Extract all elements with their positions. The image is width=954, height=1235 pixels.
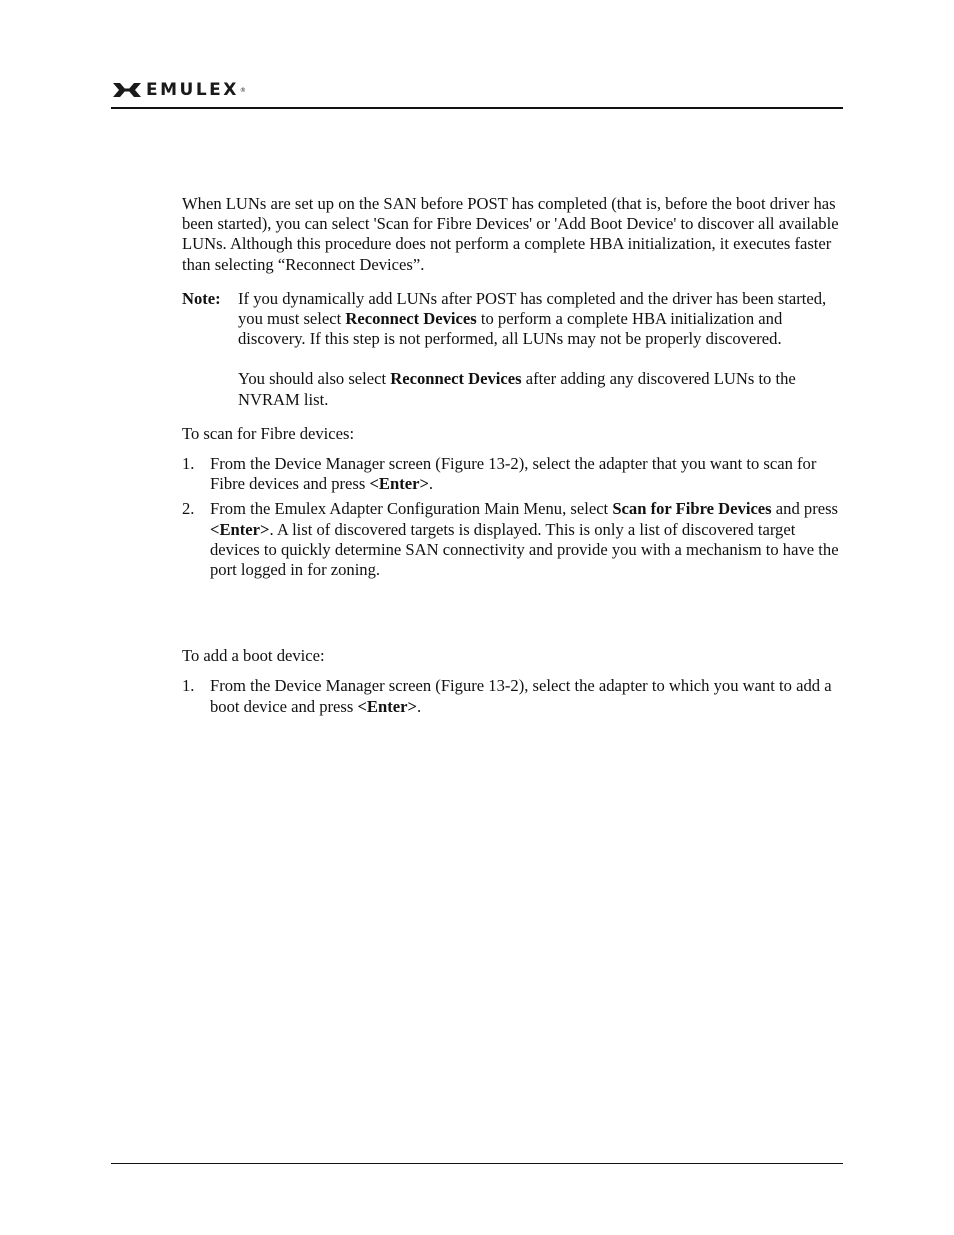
list-item: 2. From the Emulex Adapter Configuration Main Menu, select Scan for Fibre Devices and press <Enter>. A list of discovered targets is displayed. This is only a list of discovered target devices to quickly determine SAN connectivity and provide you with a mechanism to have the port logged in for zoning. (182, 499, 839, 580)
add-intro: To add a boot device: (182, 646, 325, 666)
add-steps-list (182, 676, 844, 716)
header-rule (111, 107, 843, 109)
note-body (238, 289, 844, 410)
footer-rule (111, 1163, 843, 1164)
intro-paragraph: When LUNs are set up on the SAN before POST has completed (that is, before the boot driver has been started), you can select 'Scan for Fibre Devices' or 'Add Boot Device' to discover all available LUNs. Although this procedure does not perform a complete HBA initialization, it executes faster than selecting “Reconnect Devices”. (182, 194, 839, 274)
note-block (182, 289, 844, 410)
list-item: 1. From the Device Manager screen (Figure 13-2), select the adapter that you want to scan for Fibre devices and press <Enter>. (182, 454, 817, 494)
scan-steps-list (182, 454, 844, 580)
note-paragraph-1: If you dynamically add LUNs after POST has completed and the driver has been started, you must select Reconnect Devices to perform a complete HBA initialization and discovery. If this step is not performed, all LUNs may not be properly discovered. (238, 288, 827, 349)
page-body (182, 194, 844, 722)
emulex-logo-icon (112, 81, 142, 99)
emulex-logo (112, 80, 246, 100)
note-label: Note: (182, 288, 221, 308)
list-item: 1. From the Device Manager screen (Figure 13-2), select the adapter to which you want to add a boot device and press <Enter>. (182, 676, 832, 716)
logo-text: EMULEX (146, 80, 239, 100)
scan-intro: To scan for Fibre devices: (182, 423, 355, 443)
logo-trademark: ® (239, 86, 246, 94)
note-paragraph-2: You should also select Reconnect Devices after adding any discovered LUNs to the NVRAM list. (238, 369, 796, 409)
